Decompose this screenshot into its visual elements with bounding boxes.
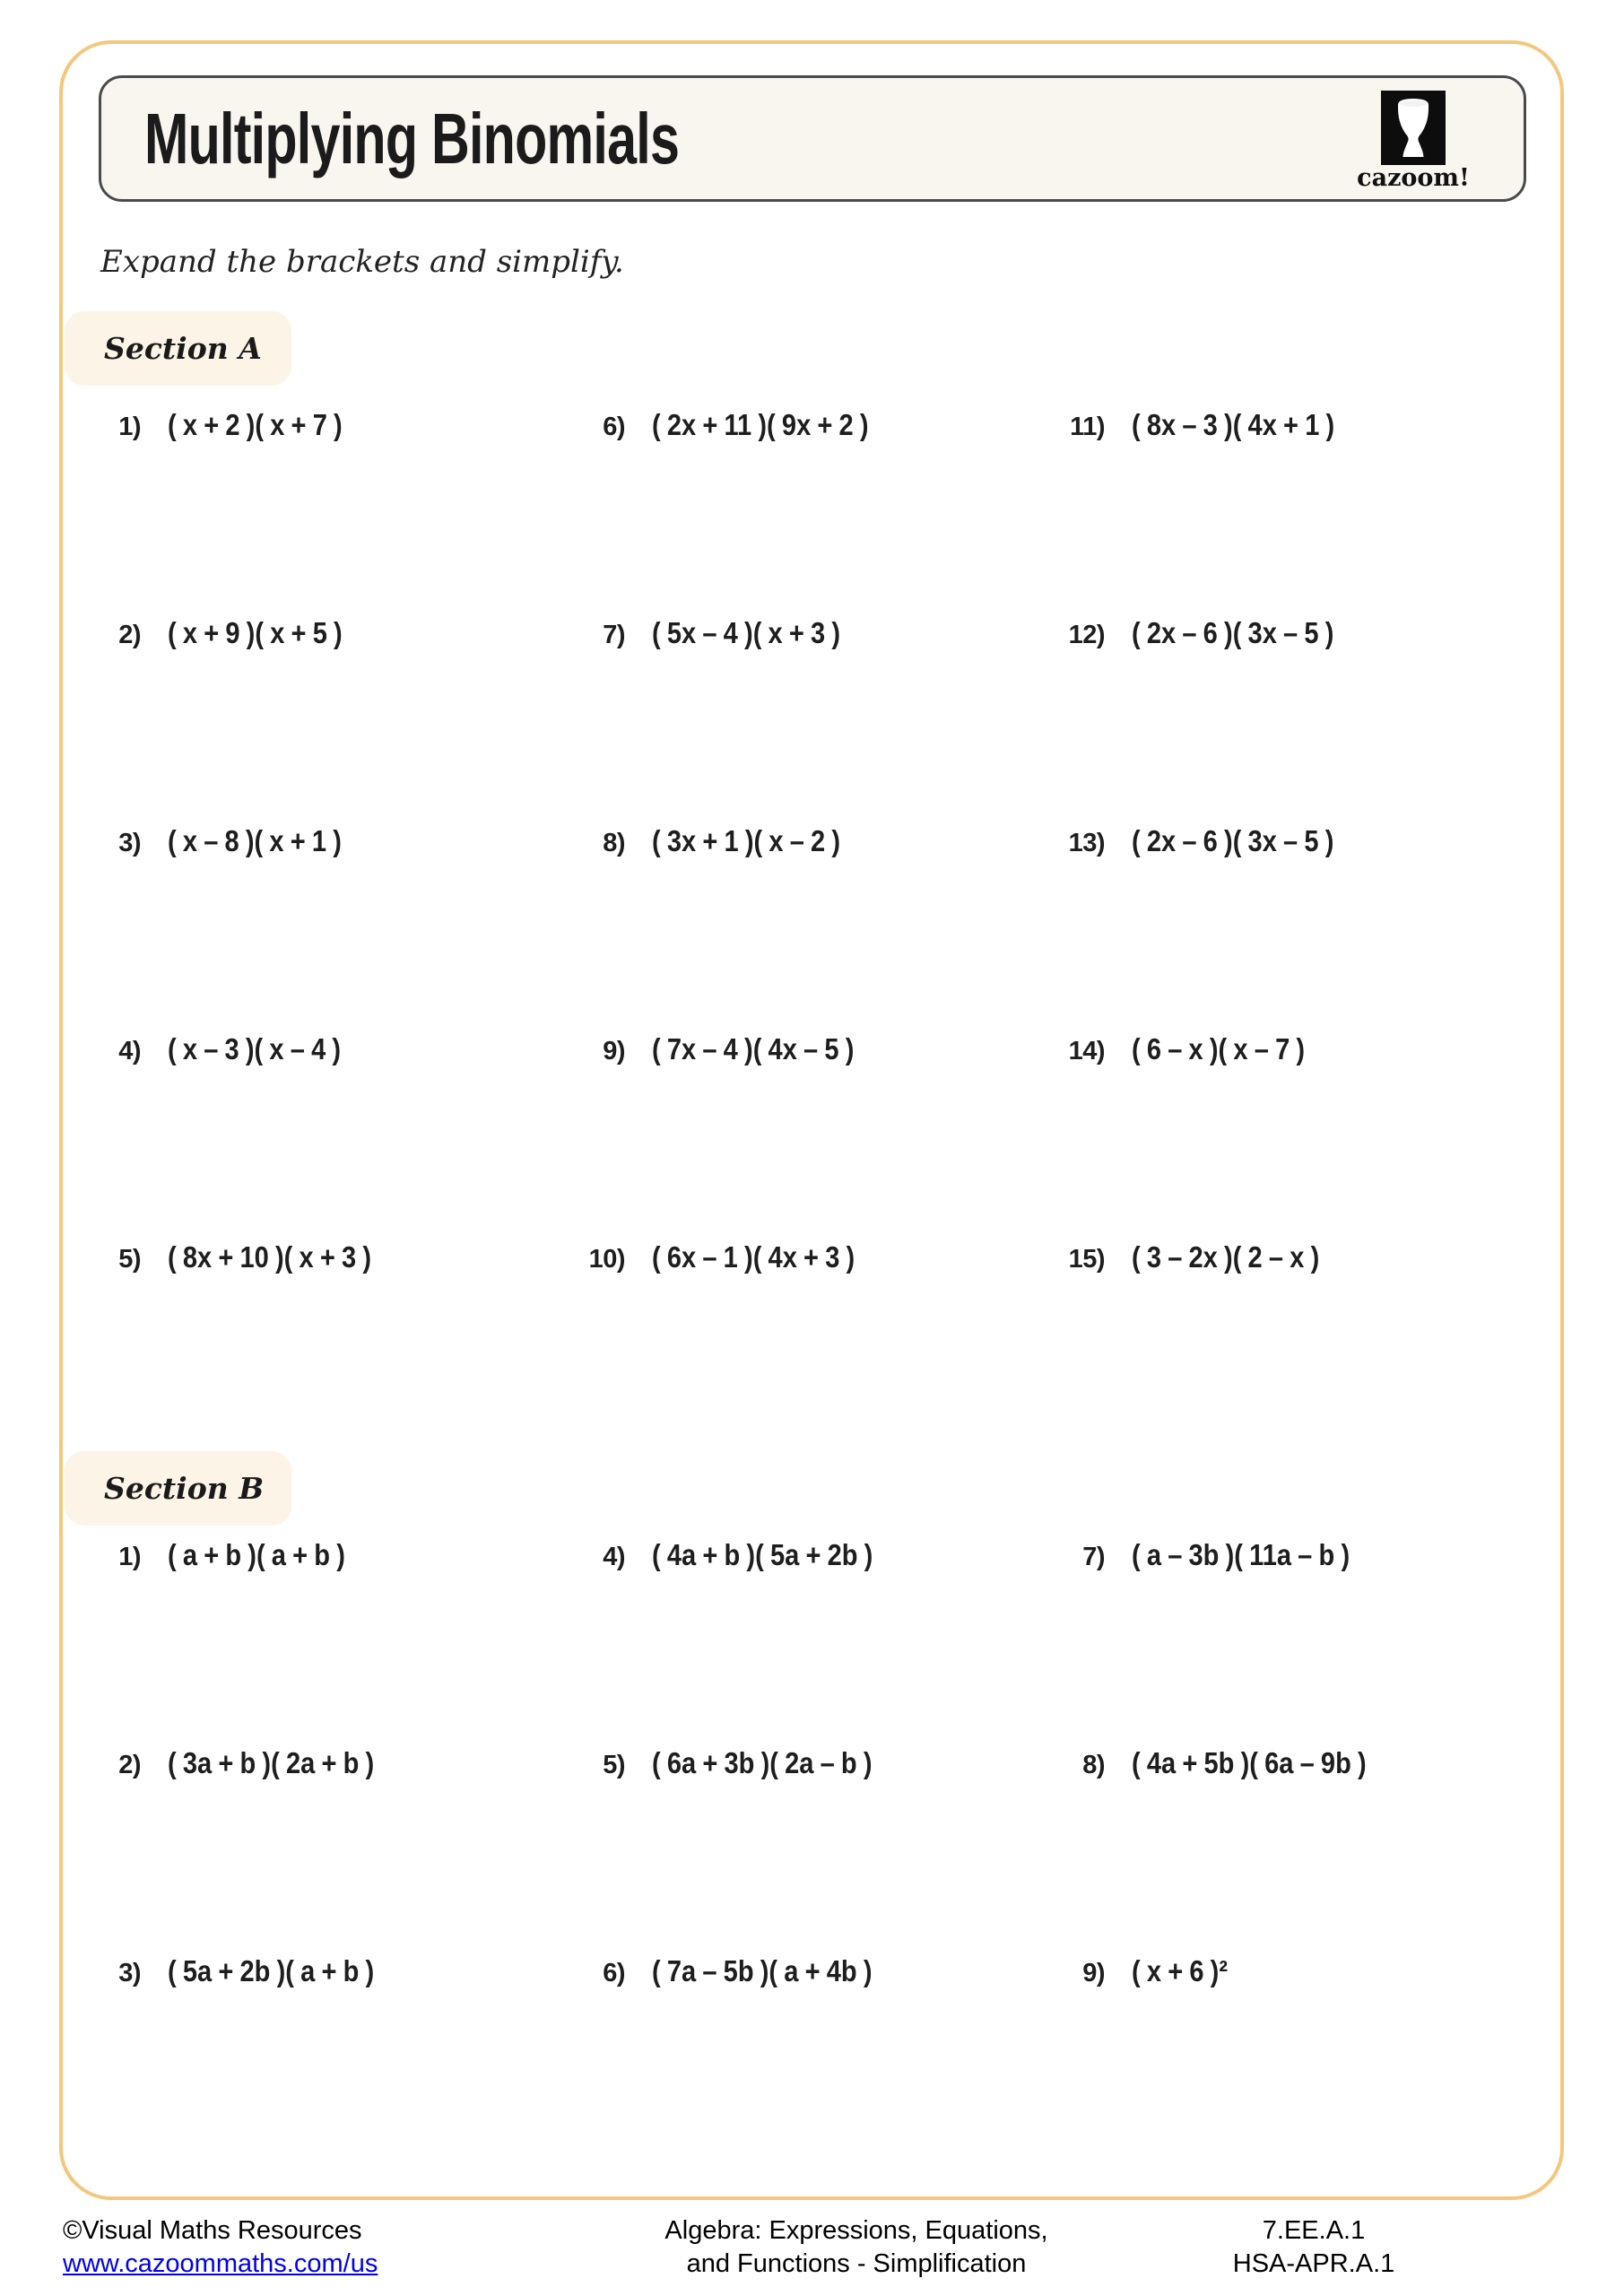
problem-expression: ( x + 9 )( x + 5 ) [168,616,343,649]
problem-number: 7) [603,621,625,649]
problem-number: 6) [603,1959,625,1987]
problem-a8 [569,824,1049,1032]
problem-a9 [569,1032,1049,1240]
standard-code-2: HSA-APR.A.1 [1232,2249,1395,2278]
problem-expression: ( 2x – 6 )( 3x – 5 ) [1132,824,1334,857]
problem-expression: ( 6x – 1 )( 4x + 3 ) [652,1240,855,1274]
problem-number: 9) [603,1037,625,1065]
problem-number: 3) [118,1959,141,1987]
problem-a1 [85,408,569,616]
problem-number: 11) [1070,413,1105,441]
problem-a6 [569,408,1049,616]
copyright-text: ©Visual Maths Resources [63,2216,362,2245]
problem-expression: ( 2x + 11 )( 9x + 2 ) [652,408,869,441]
drum-icon [1381,91,1446,165]
problem-number: 4) [603,1543,625,1571]
problem-expression: ( 5a + 2b )( a + b ) [168,1954,375,1987]
website-link[interactable]: www.cazoommaths.com/us [63,2249,378,2278]
problem-expression: ( x – 8 )( x + 1 ) [168,824,342,857]
footer-topic [632,2214,1081,2281]
problem-b6 [569,1954,1049,2162]
footer-left [63,2214,378,2281]
problem-b9 [1049,1954,1525,2162]
problem-expression: ( 7x – 4 )( 4x – 5 ) [652,1032,855,1065]
section-b-header [65,1451,291,1526]
problem-number: 10) [588,1245,625,1274]
problem-expression: ( 3 – 2x )( 2 – x ) [1132,1240,1320,1274]
problem-expression: ( 8x + 10 )( x + 3 ) [168,1240,372,1274]
problem-number: 13) [1068,829,1105,857]
brand-logo [1355,91,1472,192]
standard-code-1: 7.EE.A.1 [1262,2216,1366,2245]
problem-number: 5) [118,1245,141,1274]
topic-line-1: Algebra: Expressions, Equations, [664,2216,1048,2245]
problem-number: 5) [603,1751,625,1779]
section-b-problems [85,1538,1556,2162]
problem-expression: ( 6a + 3b )( 2a – b ) [652,1746,873,1779]
problem-a14 [1049,1032,1525,1240]
problem-expression: ( a + b )( a + b ) [168,1538,345,1571]
problem-b2 [85,1746,569,1954]
problem-expression: ( 8x – 3 )( 4x + 1 ) [1132,408,1335,441]
problem-number: 8) [1082,1751,1105,1779]
section-a-problems [85,408,1556,1448]
topic-line-2: and Functions - Simplification [686,2249,1027,2278]
problem-a3 [85,824,569,1032]
problem-expression: ( 2x – 6 )( 3x – 5 ) [1132,616,1334,649]
problem-expression: ( 7a – 5b )( a + 4b ) [652,1954,873,1987]
problem-a7 [569,616,1049,824]
problem-number: 12) [1068,621,1105,649]
problem-number: 1) [118,1543,141,1571]
problem-expression: ( 4a + b )( 5a + 2b ) [652,1538,873,1571]
problem-expression: ( x – 3 )( x – 4 ) [168,1032,342,1065]
problem-number: 1) [118,413,141,441]
footer-standards [1179,2214,1448,2281]
page-title: Multiplying Binomials [144,98,680,178]
section-b-label: Section B [104,1471,265,1506]
section-a-header [65,311,291,386]
problem-number: 8) [603,829,625,857]
problem-a5 [85,1240,569,1448]
problem-expression: ( 3a + b )( 2a + b ) [168,1746,375,1779]
problem-expression: ( a – 3b )( 11a – b ) [1132,1538,1350,1571]
problem-number: 6) [603,413,625,441]
problem-b7 [1049,1538,1525,1746]
title-box [99,75,1526,202]
section-a-label: Section A [104,331,262,366]
problem-a4 [85,1032,569,1240]
problem-b5 [569,1746,1049,1954]
instruction-text: Expand the brackets and simplify. [100,244,624,280]
problem-number: 2) [118,621,141,649]
problem-b4 [569,1538,1049,1746]
problem-b1 [85,1538,569,1746]
problem-expression: ( x + 6 )² [1132,1954,1229,1987]
problem-expression: ( 4a + 5b )( 6a – 9b ) [1132,1746,1367,1779]
problem-a10 [569,1240,1049,1448]
problem-expression: ( 3x + 1 )( x – 2 ) [652,824,841,857]
problem-b8 [1049,1746,1525,1954]
problem-expression: ( 5x – 4 )( x + 3 ) [652,616,841,649]
problem-b3 [85,1954,569,2162]
problem-a15 [1049,1240,1525,1448]
problem-expression: ( 6 – x )( x – 7 ) [1132,1032,1306,1065]
problem-a13 [1049,824,1525,1032]
problem-expression: ( x + 2 )( x + 7 ) [168,408,343,441]
problem-a11 [1049,408,1525,616]
problem-number: 15) [1068,1245,1105,1274]
problem-number: 7) [1082,1543,1105,1571]
problem-number: 14) [1068,1037,1105,1065]
problem-number: 4) [118,1037,141,1065]
problem-number: 3) [118,829,141,857]
problem-a2 [85,616,569,824]
problem-number: 9) [1082,1959,1105,1987]
problem-a12 [1049,616,1525,824]
problem-number: 2) [118,1751,141,1779]
brand-name: cazoom! [1357,164,1470,192]
